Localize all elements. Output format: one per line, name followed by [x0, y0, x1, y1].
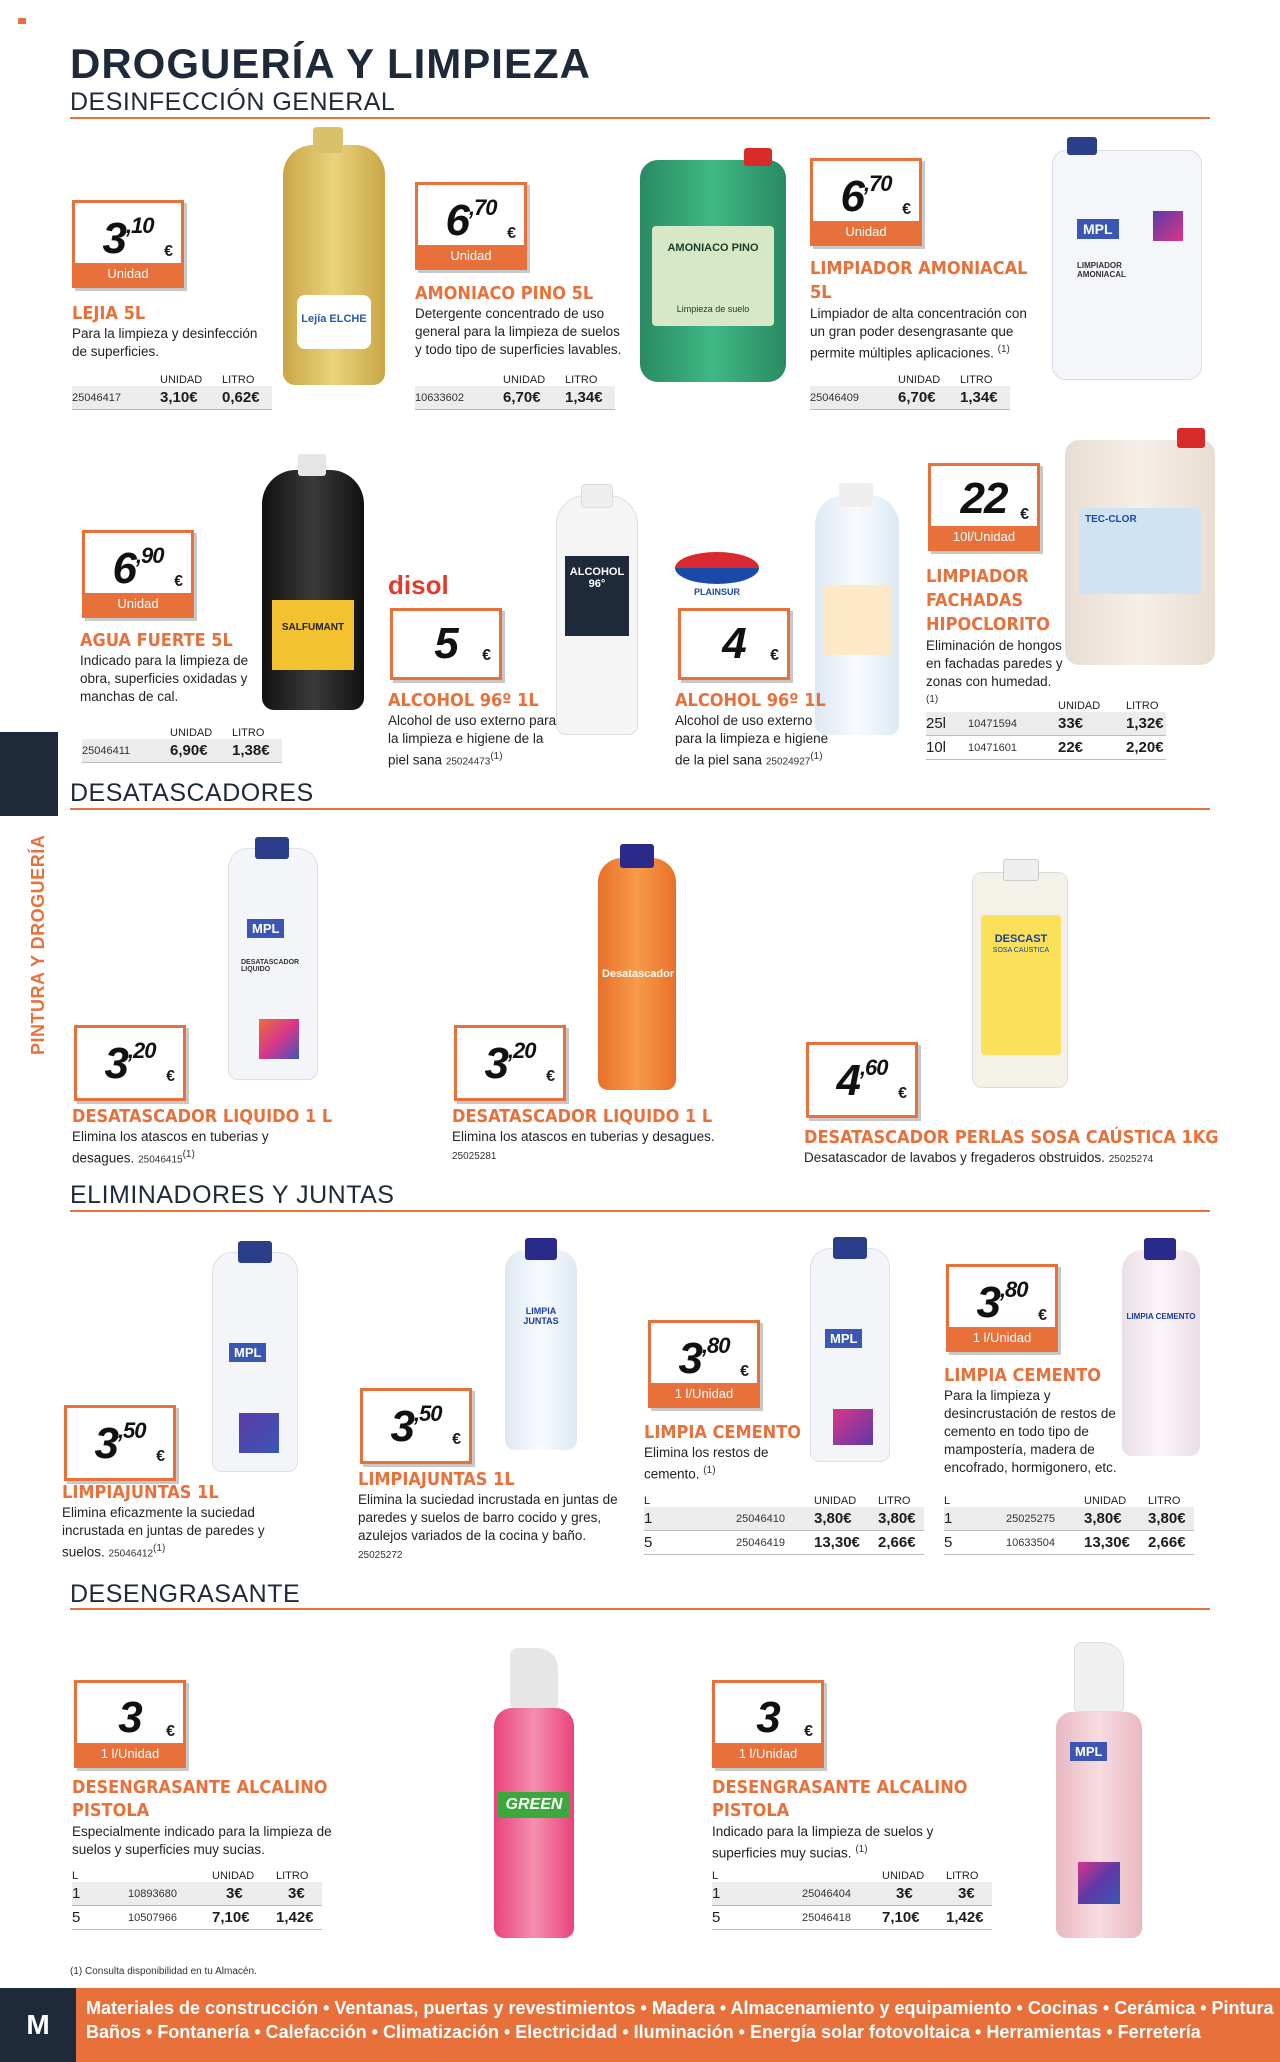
desatascador-green-image: Desatascador [598, 858, 676, 1090]
price-table: UNIDAD LITRO 25046417 3,10€ 0,62€ [72, 374, 272, 410]
footnote: (1) Consulta disponibilidad en tu Almacén. [70, 1966, 257, 1977]
side-category-label: PINTURA Y DROGUERÍA [28, 834, 48, 1055]
table-row: 1 25025275 3,80€ 3,80€ [944, 1507, 1194, 1531]
product-name: LIMPIA CEMENTO [644, 1422, 802, 1443]
product-name: LIMPIADOR [926, 566, 1029, 587]
product-description: Elimina eficazmente la suciedad incrustada en juntas de paredes y suelos. 25046412$^{(1)}$ [62, 1505, 265, 1560]
page-title: DROGUERÍA Y LIMPIEZA [70, 40, 591, 87]
product-name-line3: HIPOCLORITO [926, 614, 1050, 635]
price-tag: $3^{,10}$ € Unidad [72, 200, 184, 288]
limpiajuntas-green-image: LIMPIA JUNTAS [505, 1250, 577, 1450]
product-name: ALCOHOL 96º 1L [675, 690, 826, 711]
desatascador-mpl-image: MPL DESATASCADOR LIQUIDO [228, 848, 318, 1080]
price-table: L UNIDAD LITRO 1 25046410 3,80€ 3,80€ 5 25046419 13,30€ 2,66€ [644, 1495, 924, 1555]
price-tag: $3^{,20}$ € [454, 1025, 566, 1101]
product-name: DESATASCADOR LIQUIDO 1 L [452, 1106, 713, 1127]
product-description: Detergente concentrado de uso general para la limpieza de suelos y todo tipo de superficies lavables. [415, 306, 622, 357]
product-description: Elimina los atascos en tuberias y desagues. 25025281 [452, 1129, 715, 1162]
table-row: 5 25046419 13,30€ 2,66€ [644, 1531, 924, 1555]
product-name-line2: 5L [810, 282, 832, 303]
section-divider [70, 1210, 1210, 1212]
product-description: Indicado para la limpieza de suelos y superficies muy sucias. $^{(1)}$ [712, 1824, 934, 1861]
product-name: LIMPIA CEMENTO [944, 1365, 1102, 1386]
table-row: 25l 10471594 33€ 1,32€ [926, 712, 1166, 736]
product-name-line2: FACHADAS [926, 590, 1024, 611]
price-tag: $3^{,80}$ € 1 l/Unidad [946, 1264, 1058, 1352]
product-description: Para la limpieza y desinfección de superficies. [72, 326, 258, 359]
product-name: AMONIACO PINO 5L [415, 283, 594, 304]
footer-categories-line2: Baños • Fontanería • Calefacción • Climatización • Electricidad • Iluminación • Energía solar fotovoltaica • Herramientas • Ferretería [86, 2022, 1201, 2042]
price-table: L UNIDAD LITRO 1 10893680 3€ 3€ 5 10507966 7,10€ 1,42€ [72, 1870, 322, 1930]
price-table: UNIDAD LITRO 10633602 6,70€ 1,34€ [415, 374, 615, 410]
table-row: 1 25046410 3,80€ 3,80€ [644, 1507, 924, 1531]
agua-fuerte-bottle-image: SALFUMANT [262, 470, 364, 710]
price-tag: 5 € [390, 608, 502, 680]
desengrasante-mpl-spray-image: MPL [1056, 1642, 1142, 1938]
limpiajuntas-mpl-image: MPL [212, 1252, 298, 1472]
price-tag: $3^{,50}$ € [360, 1388, 472, 1464]
alcohol-plainsur-bottle-image [815, 495, 899, 735]
disol-logo: disol [388, 570, 449, 600]
table-row: 1 25046404 3€ 3€ [712, 1882, 992, 1906]
corner-mark [18, 18, 26, 24]
price-table: UNIDAD LITRO 25l 10471594 33€ 1,32€ 10l 10471601 22€ 2,20€ [926, 700, 1166, 760]
product-description: Elimina los atascos en tuberias y desagues. 25046415$^{(1)}$ [72, 1129, 269, 1166]
product-description: Eliminación de hongos en fachadas paredes y zonas con humedad. $^{(1)}$ [926, 638, 1063, 705]
price-table: UNIDAD LITRO 25046411 6,90€ 1,38€ [82, 727, 282, 763]
product-description: Especialmente indicado para la limpieza de suelos y superficies muy sucias. [72, 1824, 332, 1857]
brand-logo: M [0, 1988, 76, 2062]
price-tag: $6^{,70}$ € Unidad [415, 182, 527, 270]
product-name: LIMPIADOR AMONIACAL [810, 258, 1028, 279]
table-row: 5 25046418 7,10€ 1,42€ [712, 1906, 992, 1930]
price-tag: 4 € [678, 608, 790, 680]
price-tag: $3^{,80}$ € 1 l/Unidad [648, 1320, 760, 1408]
side-tab [0, 732, 58, 816]
product-name: DESENGRASANTE ALCALINO [712, 1777, 968, 1798]
section-title-desinfeccion: DESINFECCIÓN GENERAL [70, 88, 396, 116]
table-row: 10l 10471601 22€ 2,20€ [926, 736, 1166, 760]
price-table: L UNIDAD LITRO 1 25046404 3€ 3€ 5 25046418 7,10€ 1,42€ [712, 1870, 992, 1930]
product-name: LIMPIAJUNTAS 1L [358, 1469, 515, 1490]
table-row: 5 10507966 7,10€ 1,42€ [72, 1906, 322, 1930]
section-divider [70, 1608, 1210, 1610]
product-description: Limpiador de alta concentración con un gran poder desengrasante que permite múltiples aplicaciones. $^{(1)}$ [810, 306, 1027, 361]
product-name: LEJIA 5L [72, 303, 146, 324]
price-tag: $3^{,20}$ € [74, 1025, 186, 1101]
price-table: L UNIDAD LITRO 1 25025275 3,80€ 3,80€ 5 10633504 13,30€ 2,66€ [944, 1495, 1194, 1555]
footer-categories-line1: Materiales de construcción • Ventanas, puertas y revestimientos • Madera • Almacenamiento y equipamiento • Cocinas • Cerámica • Pintura [86, 1998, 1274, 2018]
product-name-line2: PISTOLA [72, 1800, 150, 1821]
price-tag: 3 € 1 l/Unidad [712, 1680, 824, 1768]
product-description: Alcohol de uso externo para la limpieza e higiene de la piel sana 25024473$^{(1)}$ [388, 713, 557, 768]
product-description: Elimina los restos de cemento. $^{(1)}$ [644, 1445, 769, 1482]
limpia-cemento-green-image: LIMPIA CEMENTO [1122, 1250, 1200, 1456]
price-tag: $4^{,60}$ € [806, 1042, 918, 1118]
section-title-desatascadores: DESATASCADORES [70, 779, 314, 807]
product-description: Alcohol de uso externo para la limpieza e higiene de la piel sana 25024927$^{(1)}$ [675, 713, 829, 768]
product-name: DESENGRASANTE ALCALINO [72, 1777, 328, 1798]
product-name: DESATASCADOR PERLAS SOSA CAÚSTICA 1KG [804, 1127, 1219, 1148]
section-title-desengrasante: DESENGRASANTE [70, 1580, 301, 1608]
table-row: 5 10633504 13,30€ 2,66€ [944, 1531, 1194, 1555]
limpia-cemento-mpl-image: MPL [810, 1248, 890, 1462]
lejia-bottle-image: Lejía ELCHE [283, 145, 385, 385]
fachadas-bottle-image: TEC-CLOR [1065, 440, 1215, 665]
alcohol-bottle-image: ALCOHOL 96° [556, 495, 638, 735]
section-divider [70, 808, 1210, 810]
section-title-eliminadores: ELIMINADORES Y JUNTAS [70, 1181, 395, 1209]
product-name-line2: PISTOLA [712, 1800, 790, 1821]
product-description: Indicado para la limpieza de obra, superficies oxidadas y manchas de cal. [80, 653, 249, 704]
price-tag: $6^{,90}$ € Unidad [82, 530, 194, 618]
plainsur-logo: PLAINSUR [675, 552, 759, 600]
desatascador-perlas-image: DESCAST SOSA CAUSTICA [972, 872, 1068, 1088]
desengrasante-green-spray-image: GREEN [494, 1648, 574, 1938]
product-name: DESATASCADOR LIQUIDO 1 L [72, 1106, 333, 1127]
product-name: ALCOHOL 96º 1L [388, 690, 539, 711]
price-table: UNIDAD LITRO 25046409 6,70€ 1,34€ [810, 374, 1010, 410]
limpiador-amoniacal-image: MPL LIMPIADOR AMONIACAL [1052, 150, 1202, 380]
section-divider [70, 117, 1210, 119]
product-name: AGUA FUERTE 5L [80, 630, 233, 651]
price-tag: $3^{,50}$ € [64, 1405, 176, 1481]
price-tag: $6^{,70}$ € Unidad [810, 158, 922, 246]
product-description: Elimina la suciedad incrustada en juntas de paredes y suelos de barro cocido y gres, azulejos variados de la cocina y baño. 25025272 [358, 1492, 618, 1561]
product-description: Desatascador de lavabos y fregaderos obstruidos. 25025274 [804, 1150, 1154, 1165]
price-tag: 3 € 1 l/Unidad [74, 1680, 186, 1768]
table-row: 1 10893680 3€ 3€ [72, 1882, 322, 1906]
product-description: Para la limpieza y desincrustación de restos de cemento en todo tipo de mampostería, madera de encofrado, hormigonero, etc. [944, 1388, 1117, 1475]
price-tag: 22 € 10l/Unidad [928, 463, 1040, 551]
product-name: LIMPIAJUNTAS 1L [62, 1482, 219, 1503]
amoniaco-bottle-image: AMONIACO PINO Limpieza de suelo [640, 160, 786, 382]
